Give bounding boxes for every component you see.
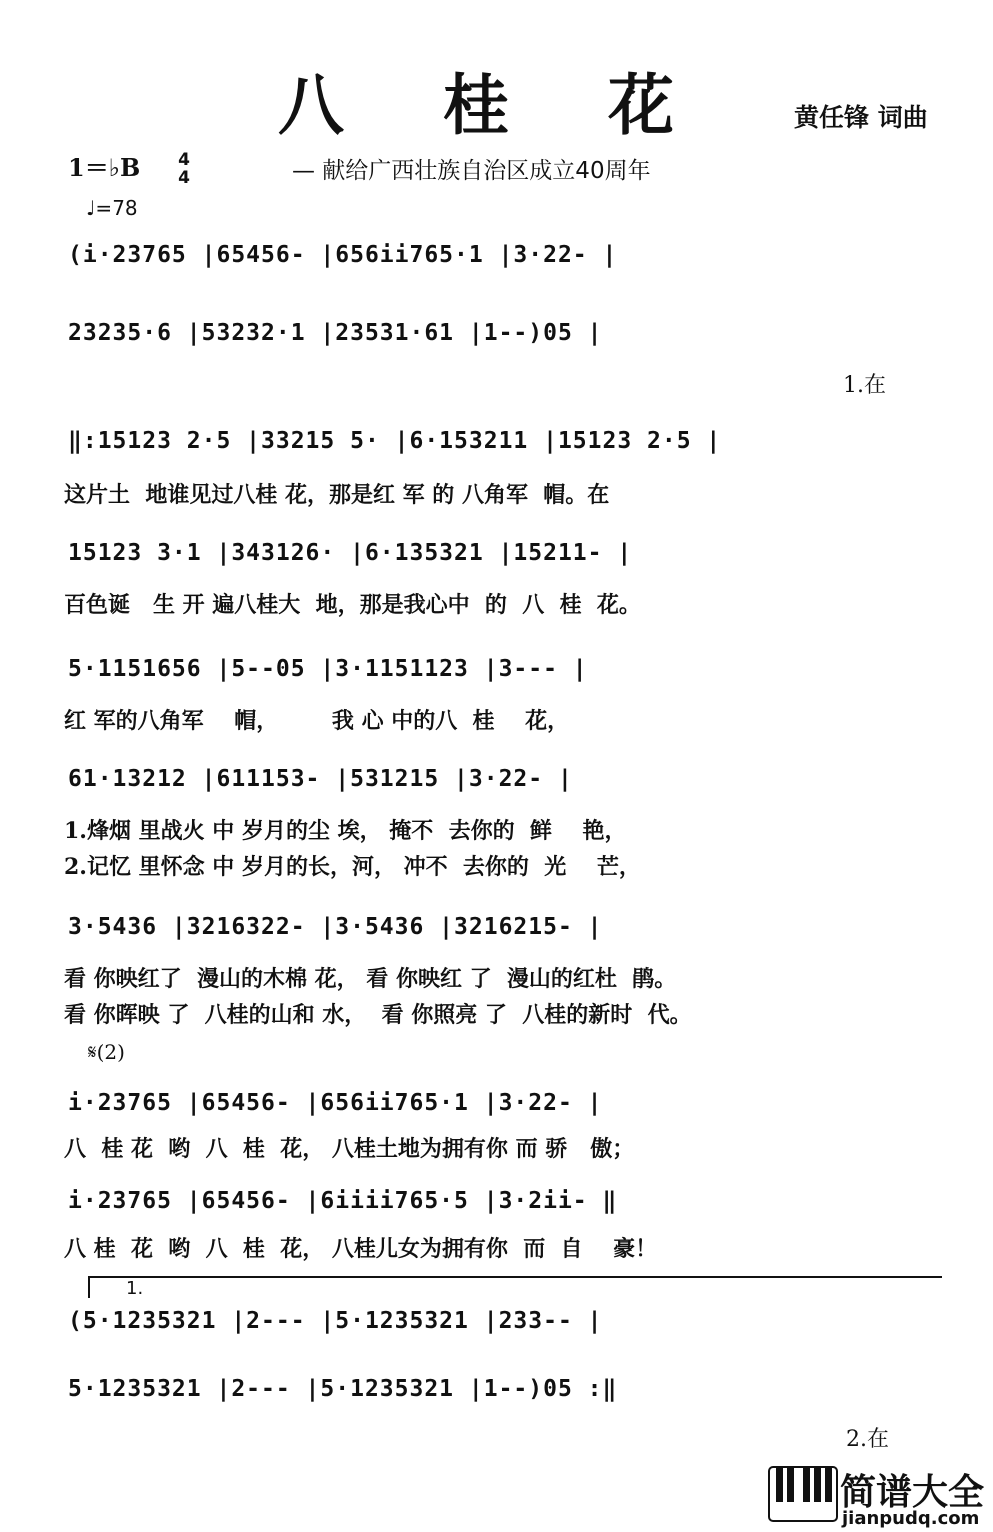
- first-ending-bracket: 1.: [88, 1276, 942, 1298]
- segno-mark: 𝄋(2): [88, 1040, 125, 1064]
- score-line-10: (5·1235321 |2--- |5·1235321 |233-- |: [68, 1308, 603, 1334]
- lyric-line-3: 这片土 地谁见过八桂 花，那是红 军 的 八角军 帽。在: [64, 482, 610, 508]
- dedication: — 献给广西壮族自治区成立40周年: [292, 158, 651, 184]
- lyric-line-9: 八 桂 花 哟 八 桂 花， 八桂儿女为拥有你 而 自 豪！: [64, 1236, 658, 1262]
- site-logo[interactable]: [760, 1460, 993, 1532]
- piano-keys-icon: [768, 1466, 838, 1522]
- score-line-11: 5·1235321 |2--- |5·1235321 |1--)05 :‖: [68, 1376, 618, 1402]
- song-title: 八 桂 花: [278, 66, 712, 144]
- score-line-9: i·23765 |65456- |6iiii765·5 |3·2ii- ‖: [68, 1188, 618, 1214]
- logo-name: 简谱大全: [840, 1472, 985, 1513]
- lyric-line-7-verse-2: 看 你晖映 了 八桂的山和 水， 看 你照亮 了 八桂的新时 代。: [64, 1002, 692, 1028]
- lyric-line-8: 八 桂 花 哟 八 桂 花， 八桂土地为拥有你 而 骄 傲；: [64, 1136, 635, 1162]
- intro-lyric-cue: 1.在: [843, 373, 886, 398]
- score-line-6: 61·13212 |611153- |531215 |3·22- |: [68, 766, 573, 792]
- outro-lyric-cue: 2.在: [846, 1427, 889, 1452]
- lyric-line-6-verse-2: 2.记忆 里怀念 中 岁月的长，河， 冲不 去你的 光 芒，: [64, 854, 641, 880]
- logo-url: jianpudq.com: [842, 1508, 980, 1529]
- lyric-line-7-verse-1: 看 你映红了 漫山的木棉 花， 看 你映红 了 漫山的红杜 鹃。: [64, 966, 677, 992]
- lyric-line-6-verse-1: 1.烽烟 里战火 中 岁月的尘 埃， 掩不 去你的 鲜 艳，: [64, 818, 627, 844]
- score-line-4: 15123 3·1 |343126· |6·135321 |15211- |: [68, 540, 633, 566]
- lyric-line-5: 红 军的八角军 帽， 我 心 中的八 桂 花，: [64, 708, 570, 734]
- time-signature: 4 4: [178, 150, 190, 188]
- tempo-marking: ♩=78: [86, 196, 138, 220]
- score-line-8: i·23765 |65456- |656ii765·1 |3·22- |: [68, 1090, 603, 1116]
- key-signature: 1＝♭B: [68, 153, 141, 182]
- composer-credit: 黄任锋 词曲: [794, 103, 928, 132]
- score-line-7: 3·5436 |3216322- |3·5436 |3216215- |: [68, 914, 603, 940]
- score-line-1: (i·23765 |65456- |656ii765·1 |3·22- |: [68, 242, 618, 268]
- score-line-2: 23235·6 |53232·1 |23531·61 |1--)05 |: [68, 320, 603, 346]
- score-line-3: ‖:15123 2·5 |33215 5· |6·153211 |15123 2·5 |: [68, 428, 722, 454]
- lyric-line-4: 百色诞 生 开 遍八桂大 地，那是我心中 的 八 桂 花。: [64, 592, 641, 618]
- score-line-5: 5·1151656 |5--05 |3·1151123 |3--- |: [68, 656, 588, 682]
- key-and-time: [68, 148, 198, 187]
